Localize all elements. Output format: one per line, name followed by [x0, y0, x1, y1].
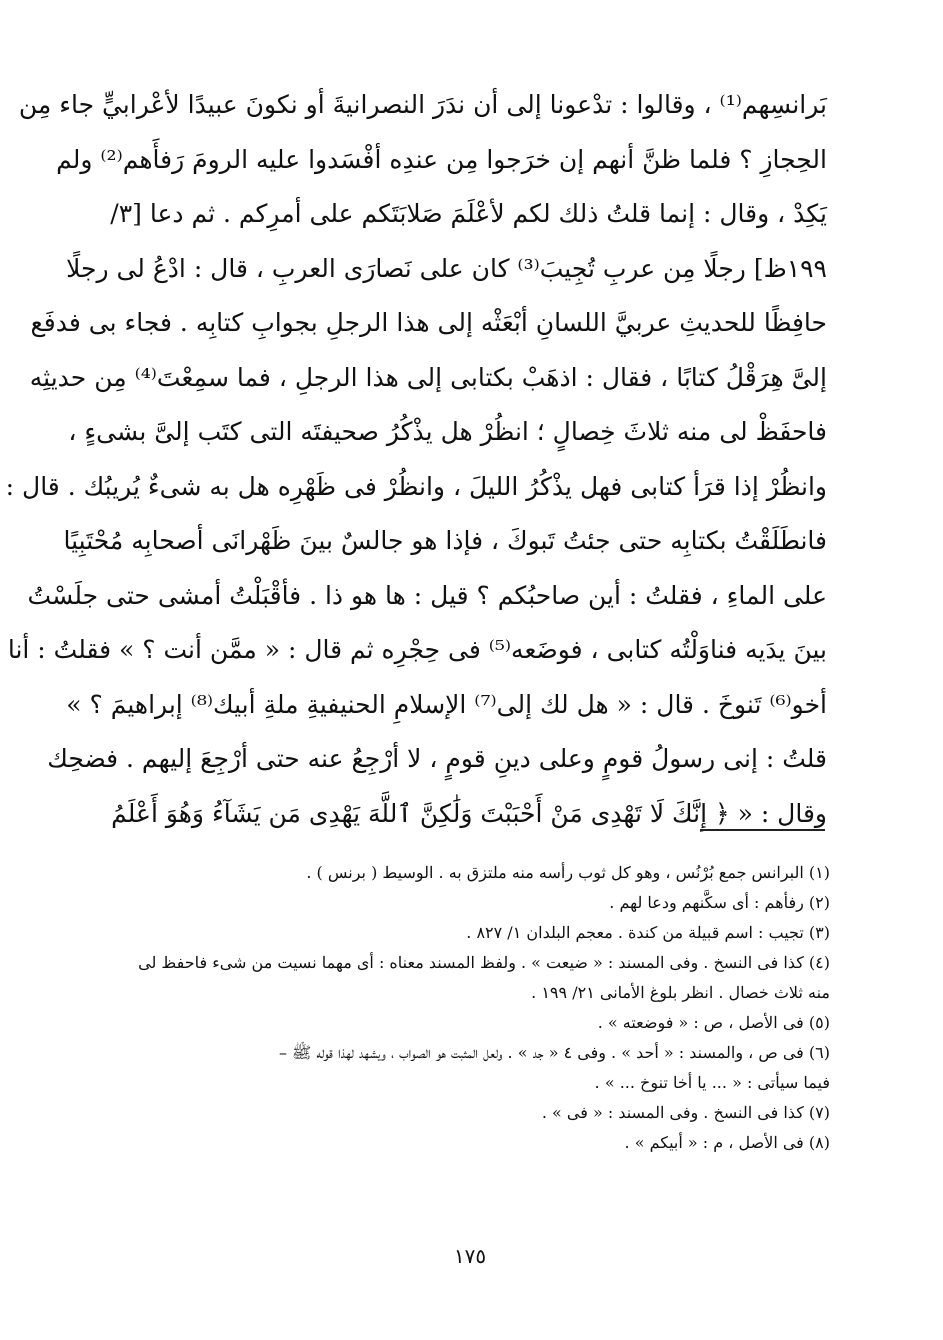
- footnote: (٥) فى الأصل ، ص : « فوضعته » .: [597, 1013, 830, 1032]
- footnote: (٣) تجيب : اسم قبيلة من كندة . معجم البلدان ١/ ٨٢٧ .: [466, 923, 830, 942]
- footnote: (٨) فى الأصل ، م : « أبيكم » .: [624, 1133, 830, 1152]
- footnote-separator: [700, 829, 825, 831]
- footnote: (١) البرانس جمع بُرْنُس ، وهو كل ثوب رأسه منه ملتزق به . الوسيط ( برنس ) .: [306, 863, 830, 882]
- text-line: فانطَلَقْتُ بكتابِه حتى جئتُ تَبوكَ ، فإذا هو جالسٌ بينَ ظَهْرانَى أصحابِه مُحْتَبِيًا: [63, 526, 827, 555]
- footnote: (٢) رفأهم : أى سكَّنهم ودعا لهم .: [609, 893, 830, 912]
- footnote-continuation: فيما سيأتى : « ... يا أخا تنوخ ... » .: [594, 1073, 830, 1092]
- footnote: (٦) فى ص ، والمسند : « أحد » . وفى ٤ « جد » . ولعل المثبت هو الصواب ، ويشهد لهذا قوله ﷺ –: [278, 1043, 830, 1062]
- text-line: قلتُ : إنى رسولُ قومٍ وعلى دينِ قومٍ ، لا أرْجِعُ عنه حتى أرْجِعَ إليهم . فضحِك: [47, 744, 827, 773]
- text-line: وانظُرْ إذا قرَأ كتابى فهل يذْكُرُ الليلَ ، وانظُرْ فى ظَهْرِه هل به شىءٌ يُريبُك . قال :: [5, 471, 827, 501]
- text-line: ١٩٩ظ] رجلًا مِن عربِ تُجِيبَ⁽³⁾ كان على نَصارَى العربِ ، قال : ادْعُ لى رجلًا: [66, 253, 827, 283]
- page-number: ١٧٥: [453, 1244, 487, 1268]
- text-line: بينَ يدَيه فناوَلْتُه كتابى ، فوضَعه⁽⁵⁾ فى حِجْرِه ثم قال : « ممَّن أنت ؟ » فقلتُ : أنا: [7, 635, 827, 664]
- footnote-continuation: منه ثلاث خصال . انظر بلوغ الأمانى ٢١/ ١٩٩ .: [531, 983, 830, 1002]
- text-line: فاحفَظْ لى منه ثلاثَ خِصالٍ ؛ انظُرْ هل يذْكُرُ صحيفتَه التى كتَب إلىَّ بشىءٍ ،: [68, 417, 827, 446]
- main-text: [5, 78, 827, 841]
- text-line: على الماءِ ، فقلتُ : أين صاحبُكم ؟ قيل : ها هو ذا . فأقْبَلْتُ أمشى حتى جلَسْتُ: [27, 580, 827, 610]
- text-line: حافِظًا للحديثِ عربيَّ اللسانِ أبْعَثْه إلى هذا الرجلِ بجوابِ كتابِه . فجاء بى فدفَع: [30, 308, 827, 337]
- footnote: (٤) كذا فى النسخ . وفى المسند : « ضيعت » . ولفظ المسند معناه : أى مهما نسيت من شىء فاحفظ لى: [138, 953, 830, 972]
- text-line: الحِجازِ ؟ فلما ظنَّ أنهم إن خرَجوا مِن عندِه أفْسَدوا عليه الرومَ رَفأَهم⁽²⁾ ولم: [56, 144, 827, 174]
- text-line: إلىَّ هِرَقْلُ كتابًا ، فقال : اذهَبْ بكتابى إلى هذا الرجلِ ، فما سمِعْتَ⁽⁴⁾ مِن حديثِه: [29, 362, 827, 392]
- text-line: يَكِدْ ، وقال : إنما قلتُ ذلك لكم لأعْلَمَ صَلابَتَكم على أمرِكم . ثم دعا [٣/: [110, 199, 827, 228]
- text-line: وقال : « ﴿ إِنَّكَ لَا تَهْدِى مَنْ أَحْبَبْتَ وَلَٰكِنَّ ٱللَّهَ يَهْدِى مَن يَشَآءُ وَهُوَ أَعْلَمُ: [111, 798, 827, 828]
- text-line: أخو⁽⁶⁾ تَنوخَ . قال : « هل لك إلى⁽⁷⁾ الإسلامِ الحنيفيةِ ملةِ أبيك⁽⁸⁾ إبراهيمَ ؟ »: [66, 689, 827, 719]
- text-line: بَرانسِهم⁽¹⁾ ، وقالوا : تدْعونا إلى أن ندَرَ النصرانيةَ أو نكونَ عبيدًا لأعْرابيٍّ جاء مِن: [18, 90, 827, 119]
- footnotes: [138, 858, 830, 1158]
- footnote: (٧) كذا فى النسخ . وفى المسند : « فى » .: [541, 1103, 830, 1122]
